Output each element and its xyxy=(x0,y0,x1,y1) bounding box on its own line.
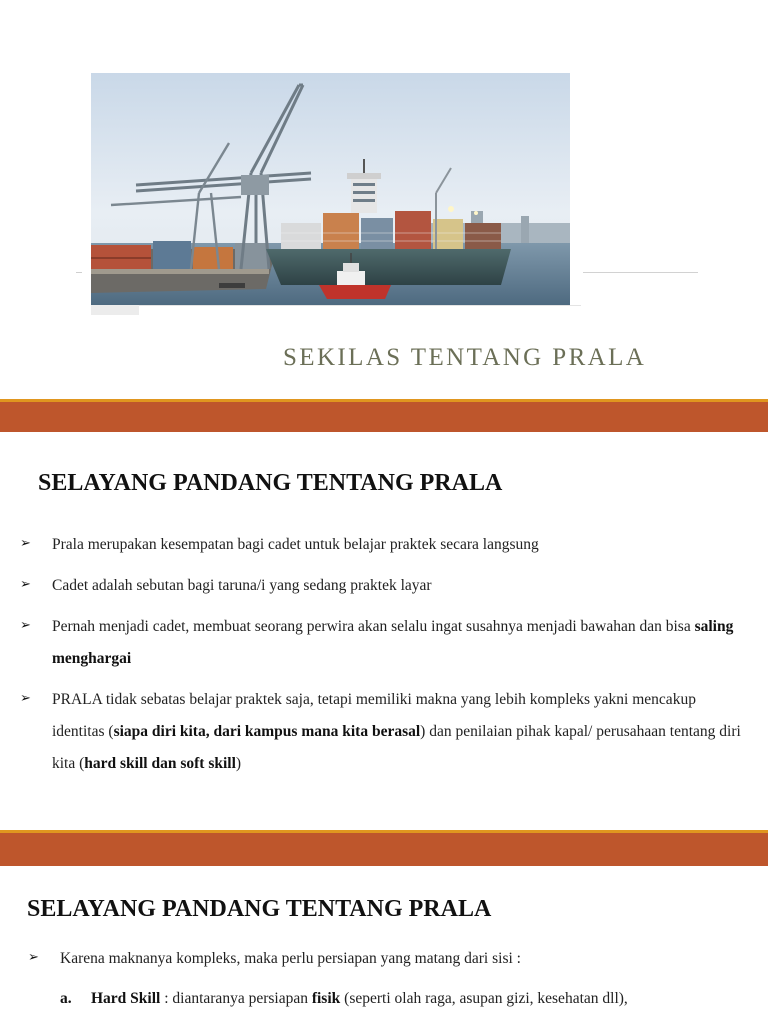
list-item: ➢ Prala merupakan kesempatan bagi cadet untuk belajar praktek secara langsung xyxy=(52,529,752,561)
bold-phrase: hard skill dan soft skill xyxy=(84,755,236,772)
bullet-list xyxy=(20,529,752,789)
bold-phrase: siapa diri kita, dari kampus mana kita berasal xyxy=(113,723,421,740)
list-item: ➢ Cadet adalah sebutan bagi taruna/i yang sedang praktek layar xyxy=(52,570,752,602)
port-photo xyxy=(91,73,570,305)
decorative-block xyxy=(91,305,139,315)
sub-list-item: a. Hard Skill : diantaranya persiapan fisik (seperti olah raga, asupan gizi, kesehatan dll), xyxy=(60,990,628,1007)
bold-phrase: saling menghargai xyxy=(52,618,734,667)
slide-separator xyxy=(0,399,768,432)
bullet-arrow-icon: ➢ xyxy=(20,691,31,706)
slide-heading: SELAYANG PANDANG TENTANG PRALA xyxy=(27,896,492,922)
slide-heading: SELAYANG PANDANG TENTANG PRALA xyxy=(38,470,503,496)
bold-phrase: Hard Skill xyxy=(91,990,161,1007)
slide-title: SEKILAS TENTANG PRALA xyxy=(283,344,647,371)
decorative-line xyxy=(91,305,581,306)
list-item: ➢ Karena maknanya kompleks, maka perlu persiapan yang matang dari sisi : xyxy=(60,943,760,975)
list-letter: a. xyxy=(60,990,72,1007)
bold-phrase: fisik xyxy=(311,990,341,1007)
bullet-arrow-icon: ➢ xyxy=(20,577,31,592)
decorative-line xyxy=(76,272,82,273)
bullet-arrow-icon: ➢ xyxy=(20,536,31,551)
list-item: ➢ PRALA tidak sebatas belajar praktek saja, tetapi memiliki makna yang lebih kompleks yakni mencakup identitas (siapa diri kita, dari kampus mana kita berasal) dan penilaian pihak kapal/ perusahaan tentang diri kita (hard skill dan soft skill) xyxy=(52,684,752,780)
slide-separator xyxy=(0,830,768,866)
bullet-list xyxy=(28,943,760,975)
port-photo-illustration xyxy=(91,73,570,305)
decorative-line xyxy=(583,272,698,273)
list-item: ➢ Pernah menjadi cadet, membuat seorang perwira akan selalu ingat susahnya menjadi bawahan dan bisa saling menghargai xyxy=(52,611,752,675)
bullet-arrow-icon: ➢ xyxy=(28,950,39,965)
bullet-arrow-icon: ➢ xyxy=(20,618,31,633)
